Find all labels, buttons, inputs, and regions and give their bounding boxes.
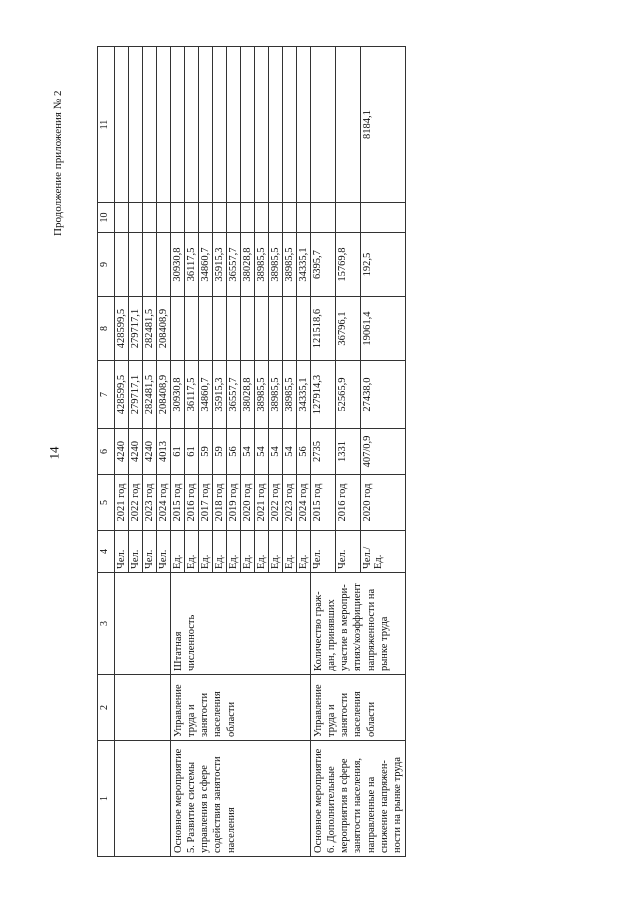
value-cell: 38985,5 [255, 361, 269, 429]
value-cell [115, 233, 129, 297]
value-cell [297, 47, 311, 203]
value-cell: 6395,7 [311, 233, 336, 297]
value-cell [255, 203, 269, 233]
value-cell [297, 203, 311, 233]
year-cell: 2018 год [213, 475, 227, 531]
value-cell: 30930,8 [171, 361, 185, 429]
value-cell: 36557,7 [227, 233, 241, 297]
year-cell: 2019 год [227, 475, 241, 531]
column-number: 7 [98, 361, 115, 429]
value-cell [185, 47, 199, 203]
value-cell [199, 203, 213, 233]
unit-cell: Чел. [311, 531, 336, 573]
value-cell: 38985,5 [269, 233, 283, 297]
year-cell: 2021 год [255, 475, 269, 531]
value-cell [311, 47, 336, 203]
year-cell: 2020 год [361, 475, 406, 531]
value-cell [283, 47, 297, 203]
value-cell: 4013 [157, 429, 171, 475]
column-number: 8 [98, 297, 115, 361]
unit-cell: Ед. [227, 531, 241, 573]
value-cell: 208408,9 [157, 361, 171, 429]
value-cell: 279717,1 [129, 297, 143, 361]
year-cell: 2016 год [185, 475, 199, 531]
column-number: 4 [98, 531, 115, 573]
measure-name-cell [115, 741, 171, 857]
value-cell: 54 [255, 429, 269, 475]
unit-cell: Ед. [269, 531, 283, 573]
column-number: 6 [98, 429, 115, 475]
value-cell [199, 47, 213, 203]
value-cell: 59 [199, 429, 213, 475]
value-cell: 36117,5 [185, 361, 199, 429]
value-cell: 36796,1 [336, 297, 361, 361]
value-cell: 38985,5 [269, 361, 283, 429]
year-cell: 2022 год [129, 475, 143, 531]
value-cell [157, 203, 171, 233]
unit-cell: Чел. [129, 531, 143, 573]
value-cell: 38985,5 [255, 233, 269, 297]
value-cell: 54 [283, 429, 297, 475]
value-cell [199, 297, 213, 361]
value-cell: 36117,5 [185, 233, 199, 297]
value-cell [269, 203, 283, 233]
unit-cell: Чел./ Ед. [361, 531, 406, 573]
data-table [97, 46, 406, 857]
value-cell: 52565,9 [336, 361, 361, 429]
indicator-cell: Штатная численность [171, 573, 311, 675]
value-cell [255, 297, 269, 361]
value-cell: 38028,8 [241, 233, 255, 297]
value-cell: 208408,9 [157, 297, 171, 361]
year-cell: 2023 год [143, 475, 157, 531]
year-cell: 2023 год [283, 475, 297, 531]
value-cell [185, 203, 199, 233]
indicator-cell: Количество граж-дан, принявших участие в меропри-ятиях/коэффициент напряженности на рынке труда [311, 573, 406, 675]
unit-cell: Ед. [297, 531, 311, 573]
value-cell: 127914,3 [311, 361, 336, 429]
value-cell: 15769,8 [336, 233, 361, 297]
unit-cell: Чел. [143, 531, 157, 573]
value-cell [269, 47, 283, 203]
value-cell: 36557,7 [227, 361, 241, 429]
value-cell: 38985,5 [283, 361, 297, 429]
value-cell: 407/0,9 [361, 429, 406, 475]
value-cell [283, 203, 297, 233]
value-cell [213, 203, 227, 233]
continuation-title: Продолжение приложения № 2 [52, 90, 64, 236]
value-cell: 428599,5 [115, 361, 129, 429]
value-cell: 30930,8 [171, 233, 185, 297]
value-cell: 4240 [143, 429, 157, 475]
unit-cell: Ед. [185, 531, 199, 573]
value-cell: 38028,8 [241, 361, 255, 429]
unit-cell: Чел. [157, 531, 171, 573]
measure-name-cell: Основное мероприятие 6. Дополнительные мероприятия в сфере занятости населения, направленные на снижение напряжен-ности на рынке труда [311, 741, 406, 857]
value-cell: 35915,3 [213, 233, 227, 297]
value-cell: 56 [297, 429, 311, 475]
unit-cell: Ед. [255, 531, 269, 573]
value-cell [213, 47, 227, 203]
value-cell: 192,5 [361, 233, 406, 297]
value-cell: 121518,6 [311, 297, 336, 361]
year-cell: 2016 год [336, 475, 361, 531]
value-cell: 34860,7 [199, 233, 213, 297]
value-cell: 61 [171, 429, 185, 475]
value-cell: 279717,1 [129, 361, 143, 429]
value-cell: 4240 [129, 429, 143, 475]
value-cell [227, 297, 241, 361]
unit-cell: Ед. [213, 531, 227, 573]
value-cell [227, 203, 241, 233]
value-cell [361, 203, 406, 233]
year-cell: 2017 год [199, 475, 213, 531]
value-cell [143, 233, 157, 297]
value-cell [129, 233, 143, 297]
value-cell: 34335,1 [297, 361, 311, 429]
value-cell: 35915,3 [213, 361, 227, 429]
value-cell [143, 47, 157, 203]
column-number: 3 [98, 573, 115, 675]
value-cell: 34860,7 [199, 361, 213, 429]
value-cell [129, 203, 143, 233]
year-cell: 2021 год [115, 475, 129, 531]
page-number: 14 [46, 446, 62, 460]
year-cell: 2015 год [311, 475, 336, 531]
value-cell [336, 203, 361, 233]
value-cell: 4240 [115, 429, 129, 475]
value-cell [157, 233, 171, 297]
value-cell [157, 47, 171, 203]
year-cell: 2024 год [157, 475, 171, 531]
value-cell [269, 297, 283, 361]
table-row [171, 47, 185, 857]
value-cell [297, 297, 311, 361]
executor-cell: Управление труда и занятости населения области [311, 675, 406, 741]
value-cell [115, 47, 129, 203]
year-cell: 2024 год [297, 475, 311, 531]
value-cell: 27438,0 [361, 361, 406, 429]
value-cell: 56 [227, 429, 241, 475]
value-cell: 8184,1 [361, 47, 406, 203]
unit-cell: Ед. [241, 531, 255, 573]
value-cell: 54 [269, 429, 283, 475]
value-cell [129, 47, 143, 203]
unit-cell: Ед. [199, 531, 213, 573]
value-cell [115, 203, 129, 233]
unit-cell: Ед. [283, 531, 297, 573]
measure-name-cell: Основное мероприятие 5. Развитие системы управления в сфере содействия занятости населения [171, 741, 311, 857]
value-cell: 282481,5 [143, 361, 157, 429]
unit-cell: Ед. [171, 531, 185, 573]
value-cell: 54 [241, 429, 255, 475]
value-cell: 59 [213, 429, 227, 475]
value-cell [171, 297, 185, 361]
value-cell: 61 [185, 429, 199, 475]
value-cell [241, 203, 255, 233]
value-cell [185, 297, 199, 361]
column-number: 9 [98, 233, 115, 297]
table-row [115, 47, 129, 857]
indicator-cell [115, 573, 171, 675]
year-cell: 2015 год [171, 475, 185, 531]
column-number: 2 [98, 675, 115, 741]
executor-cell: Управление труда и занятости населения области [171, 675, 311, 741]
value-cell: 19061,4 [361, 297, 406, 361]
value-cell [283, 297, 297, 361]
value-cell [227, 47, 241, 203]
column-number: 1 [98, 741, 115, 857]
value-cell [241, 297, 255, 361]
value-cell [255, 47, 269, 203]
column-number: 5 [98, 475, 115, 531]
value-cell: 34335,1 [297, 233, 311, 297]
year-cell: 2022 год [269, 475, 283, 531]
value-cell [171, 203, 185, 233]
value-cell: 38985,5 [283, 233, 297, 297]
value-cell: 1331 [336, 429, 361, 475]
value-cell: 428599,5 [115, 297, 129, 361]
value-cell [241, 47, 255, 203]
value-cell: 2735 [311, 429, 336, 475]
executor-cell [115, 675, 171, 741]
column-number: 10 [98, 203, 115, 233]
unit-cell: Чел. [115, 531, 129, 573]
unit-cell: Чел. [336, 531, 361, 573]
value-cell [143, 203, 157, 233]
rotated-table-container [97, 47, 523, 857]
value-cell [213, 297, 227, 361]
column-number-row [98, 47, 115, 857]
value-cell [171, 47, 185, 203]
table-row [311, 47, 336, 857]
value-cell [336, 47, 361, 203]
value-cell: 282481,5 [143, 297, 157, 361]
column-number: 11 [98, 47, 115, 203]
year-cell: 2020 год [241, 475, 255, 531]
value-cell [311, 203, 336, 233]
